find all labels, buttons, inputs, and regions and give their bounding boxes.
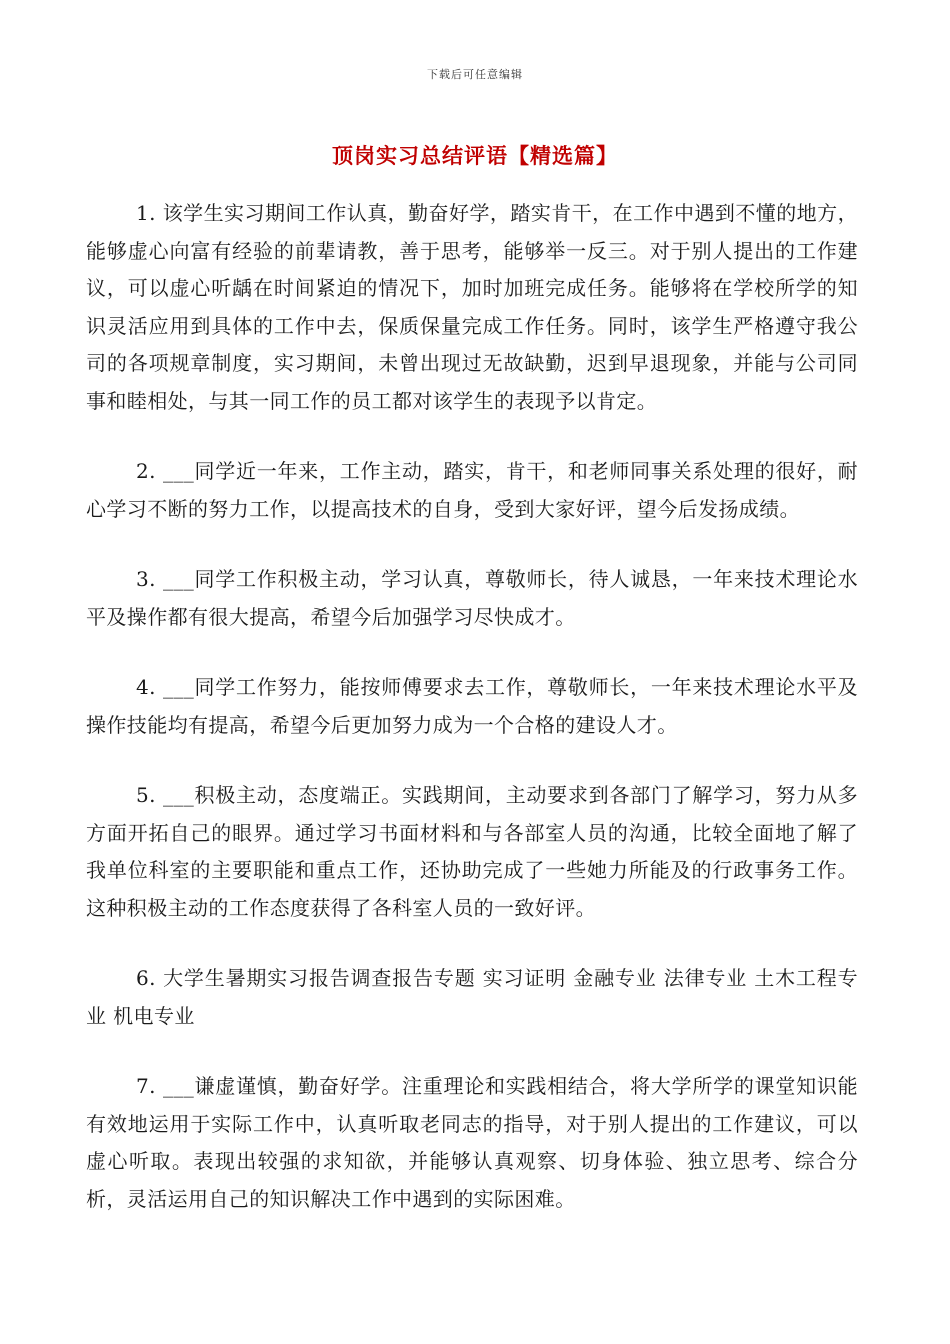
paragraph-2: 2. ___同学近一年来，工作主动，踏实，肯干，和老师同事关系处理的很好，耐心学习不断的努力工作，以提高技术的自身，受到大家好评，望今后发扬成绩。 (86, 459, 858, 521)
paragraph-4: 4. ___同学工作努力，能按师傅要求去工作，尊敬师长，一年来技术理论水平及操作技能均有提高，希望今后更加努力成为一个合格的建设人才。 (86, 675, 858, 737)
paragraph-7: 7. ___谦虚谨慎，勤奋好学。注重理论和实践相结合，将大学所学的课堂知识能有效地运用于实际工作中，认真听取老同志的指导，对于别人提出的工作建议，可以虚心听取。表现出较强的求知欲，并能够认真观察、切身体验、独立思考、综合分析，灵活运用自己的知识解决工作中遇到的实际困难。 (86, 1074, 858, 1211)
paragraph-6: 6. 大学生暑期实习报告调查报告专题 实习证明 金融专业 法律专业 土木工程专业 机电专业 (86, 966, 858, 1028)
document-body (86, 195, 858, 1251)
paragraph-1: 1. 该学生实习期间工作认真，勤奋好学，踏实肯干，在工作中遇到不懂的地方，能够虚心向富有经验的前辈请教，善于思考，能够举一反三。对于别人提出的工作建议，可以虚心听龋在时间紧迫的情况下，加时加班完成任务。能够将在学校所学的知识灵活应用到具体的工作中去，保质保量完成工作任务。同时，该学生严格遵守我公司的各项规章制度，实习期间，未曾出现过无故缺勤，迟到早退现象，并能与公司同事和睦相处，与其一同工作的员工都对该学生的表现予以肯定。 (86, 201, 858, 413)
document-title: 顶岗实习总结评语【精选篇】 (332, 143, 618, 168)
paragraph-3: 3. ___同学工作积极主动，学习认真，尊敬师长，待人诚恳，一年来技术理论水平及操作都有很大提高，希望今后加强学习尽快成才。 (86, 567, 858, 629)
paragraph-5: 5. ___积极主动，态度端正。实践期间，主动要求到各部门了解学习，努力从多方面开拓自己的眼界。通过学习书面材料和与各部室人员的沟通，比较全面地了解了我单位科室的主要职能和重点工作，还协助完成了一些她力所能及的行政事务工作。这种积极主动的工作态度获得了各科室人员的一致好评。 (86, 783, 858, 920)
header-note: 下载后可任意编辑 (427, 68, 523, 81)
